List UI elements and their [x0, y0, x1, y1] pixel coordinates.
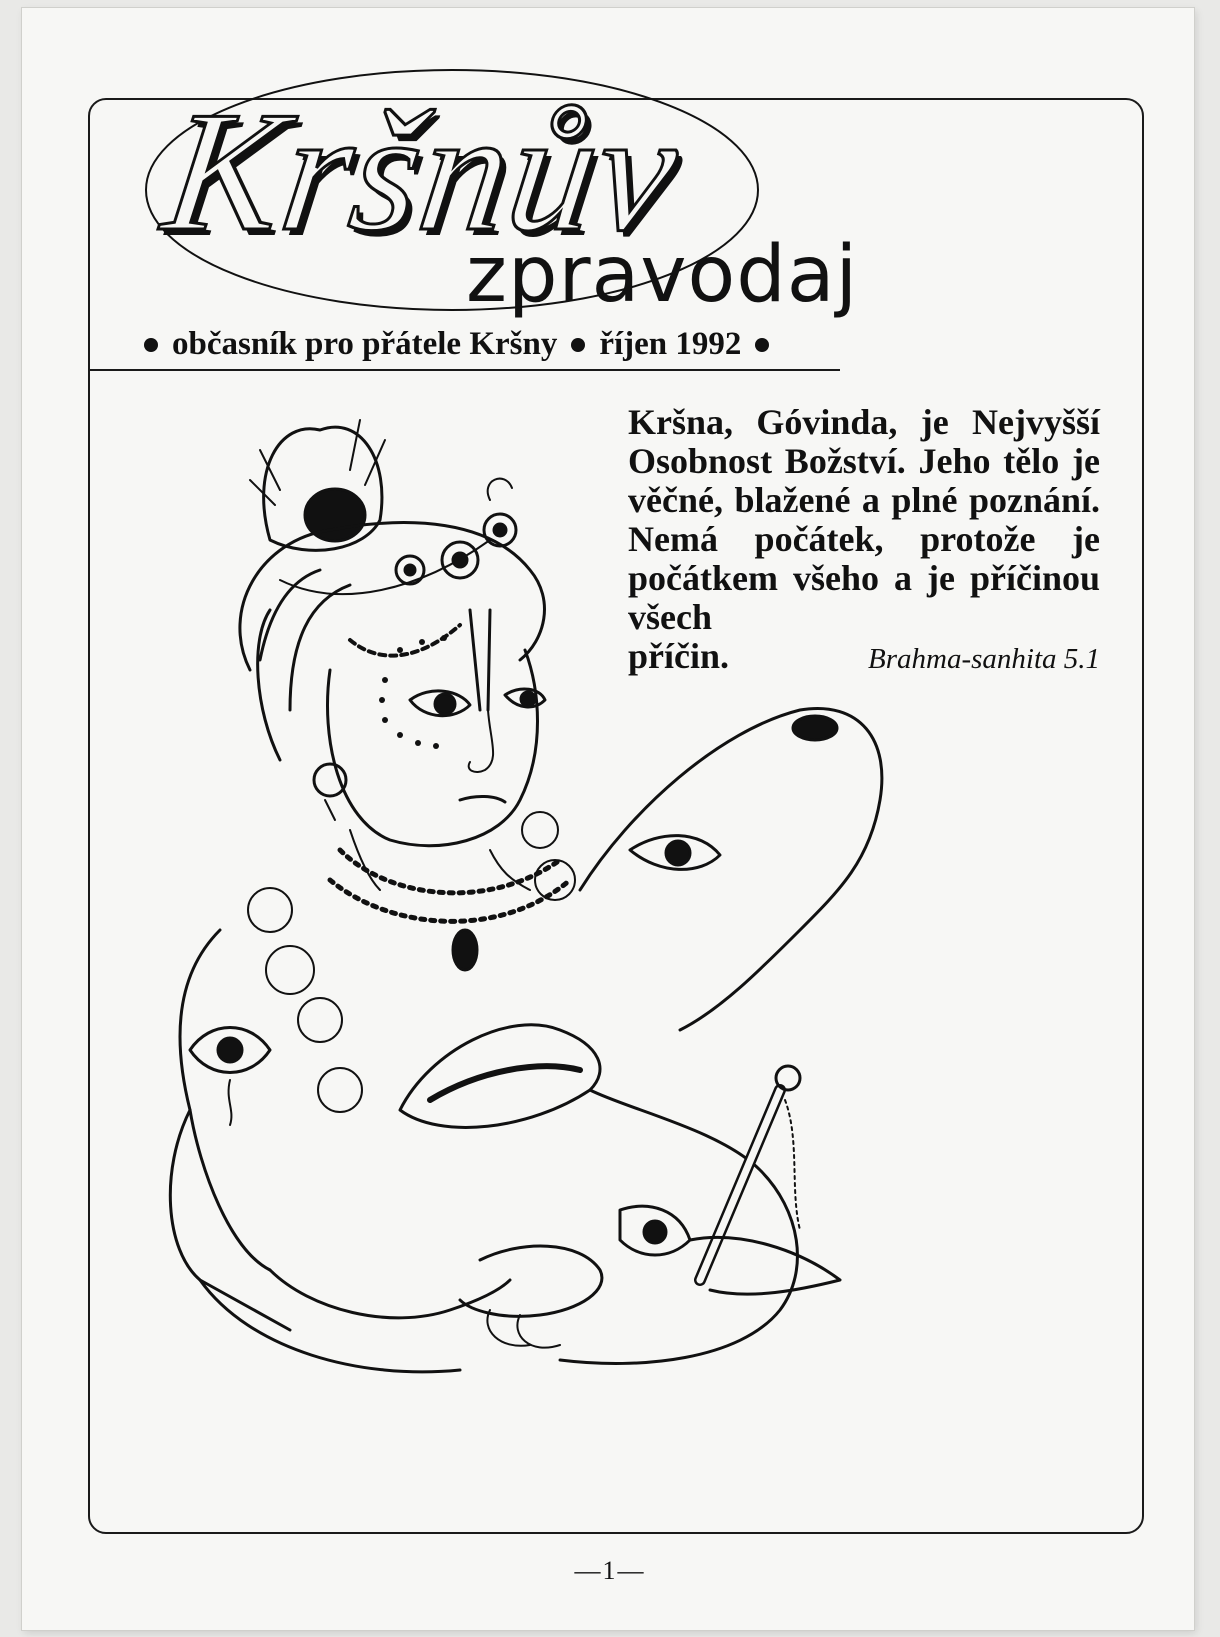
bullet-icon: [144, 338, 158, 352]
krishna-with-calf-drawing-icon: [160, 410, 920, 1460]
bullet-icon: [755, 338, 769, 352]
newsletter-subtitle: zpravodaj: [466, 230, 859, 320]
masthead: [0, 0, 1220, 380]
bullet-icon: [571, 338, 585, 352]
quote-last-word: příčin.: [628, 636, 730, 676]
quote-source: Brahma-sanhita 5.1: [868, 643, 1100, 675]
page-number: —1—: [574, 1556, 646, 1585]
issue-date: říjen 1992: [599, 326, 742, 362]
tagline: [144, 326, 844, 363]
quote-text: Kršna, Góvinda, je Nejvyšší Osobnost Božství. Jeho tělo je věčné, blažené a plné poznání. Nemá počátek, protože je počátkem všeho a je příčinou všech: [628, 402, 1100, 637]
masthead-divider: [90, 369, 840, 371]
tagline-description: občasník pro přátele Kršny: [172, 326, 558, 362]
newsletter-title: Kršnův: [154, 77, 691, 267]
